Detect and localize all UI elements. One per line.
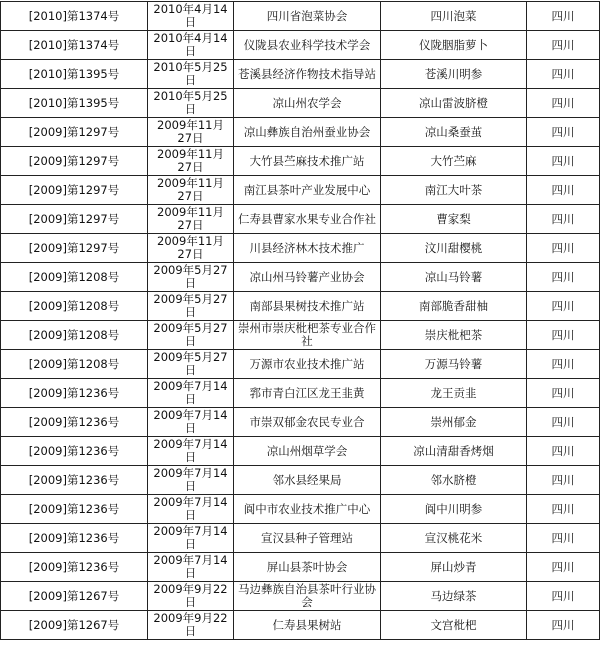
- applicant-org-cell: 凉山州农学会: [234, 89, 381, 118]
- announcement-number-cell: [2009]第1236号: [1, 553, 148, 582]
- applicant-org-cell: 马边彝族自治县茶叶行业协会: [234, 582, 381, 611]
- province-cell: 四川: [527, 205, 600, 234]
- registration-table: [0, 1, 600, 640]
- product-name-cell: 崇庆枇杷茶: [381, 321, 527, 350]
- province-cell: 四川: [527, 582, 600, 611]
- product-name-cell: 马边绿茶: [381, 582, 527, 611]
- applicant-org-cell: 南江县茶叶产业发展中心: [234, 176, 381, 205]
- date-cell: 2009年7月14日: [148, 495, 234, 524]
- date-cell: 2009年11月27日: [148, 176, 234, 205]
- announcement-number-cell: [2010]第1374号: [1, 31, 148, 60]
- announcement-number-cell: [2009]第1208号: [1, 263, 148, 292]
- product-name-cell: 万源马铃薯: [381, 350, 527, 379]
- applicant-org-cell: 屏山县茶叶协会: [234, 553, 381, 582]
- table-row: [1, 2, 600, 31]
- table-row: [1, 31, 600, 60]
- announcement-number-cell: [2009]第1267号: [1, 611, 148, 640]
- date-cell: 2009年7月14日: [148, 553, 234, 582]
- province-cell: 四川: [527, 176, 600, 205]
- announcement-number-cell: [2009]第1208号: [1, 350, 148, 379]
- product-name-cell: 宣汉桃花米: [381, 524, 527, 553]
- table-row: [1, 437, 600, 466]
- date-cell: 2009年11月27日: [148, 147, 234, 176]
- table-body: [1, 2, 600, 640]
- announcement-number-cell: [2010]第1374号: [1, 2, 148, 31]
- applicant-org-cell: 仪陇县农业科学技术学会: [234, 31, 381, 60]
- table-row: [1, 582, 600, 611]
- applicant-org-cell: 万源市农业技术推广站: [234, 350, 381, 379]
- province-cell: 四川: [527, 466, 600, 495]
- applicant-org-cell: 仁寿县果树站: [234, 611, 381, 640]
- product-name-cell: 凉山马铃薯: [381, 263, 527, 292]
- province-cell: 四川: [527, 60, 600, 89]
- applicant-org-cell: 四川省泡菜协会: [234, 2, 381, 31]
- table-row: [1, 524, 600, 553]
- date-cell: 2009年7月14日: [148, 466, 234, 495]
- date-cell: 2009年5月27日: [148, 321, 234, 350]
- applicant-org-cell: 邻水县经果局: [234, 466, 381, 495]
- table-row: [1, 263, 600, 292]
- table-row: [1, 176, 600, 205]
- table-row: [1, 408, 600, 437]
- product-name-cell: 阆中川明参: [381, 495, 527, 524]
- province-cell: 四川: [527, 147, 600, 176]
- province-cell: 四川: [527, 234, 600, 263]
- date-cell: 2009年5月27日: [148, 350, 234, 379]
- applicant-org-cell: 南部县果树技术推广站: [234, 292, 381, 321]
- date-cell: 2009年5月27日: [148, 292, 234, 321]
- table-row: [1, 553, 600, 582]
- product-name-cell: 凉山雷波脐橙: [381, 89, 527, 118]
- announcement-number-cell: [2009]第1208号: [1, 292, 148, 321]
- announcement-number-cell: [2009]第1267号: [1, 582, 148, 611]
- table-row: [1, 466, 600, 495]
- table-row: [1, 350, 600, 379]
- date-cell: 2010年4月14日: [148, 2, 234, 31]
- province-cell: 四川: [527, 408, 600, 437]
- applicant-org-cell: 崇州市崇庆枇杷茶专业合作社: [234, 321, 381, 350]
- province-cell: 四川: [527, 292, 600, 321]
- product-name-cell: 崇州郁金: [381, 408, 527, 437]
- applicant-org-cell: 宣汉县种子管理站: [234, 524, 381, 553]
- province-cell: 四川: [527, 524, 600, 553]
- date-cell: 2009年5月27日: [148, 263, 234, 292]
- date-cell: 2009年9月22日: [148, 611, 234, 640]
- product-name-cell: 仪陇胭脂萝卜: [381, 31, 527, 60]
- applicant-org-cell: 苍溪县经济作物技术指导站: [234, 60, 381, 89]
- announcement-number-cell: [2009]第1297号: [1, 147, 148, 176]
- province-cell: 四川: [527, 379, 600, 408]
- table-row: [1, 89, 600, 118]
- date-cell: 2009年11月27日: [148, 205, 234, 234]
- date-cell: 2009年7月14日: [148, 408, 234, 437]
- date-cell: 2010年5月25日: [148, 89, 234, 118]
- product-name-cell: 屏山炒青: [381, 553, 527, 582]
- product-name-cell: 大竹苎麻: [381, 147, 527, 176]
- province-cell: 四川: [527, 350, 600, 379]
- province-cell: 四川: [527, 2, 600, 31]
- announcement-number-cell: [2009]第1297号: [1, 234, 148, 263]
- date-cell: 2009年7月14日: [148, 524, 234, 553]
- applicant-org-cell: 市崇双郁金农民专业合: [234, 408, 381, 437]
- date-cell: 2009年11月27日: [148, 118, 234, 147]
- announcement-number-cell: [2009]第1297号: [1, 205, 148, 234]
- announcement-number-cell: [2009]第1236号: [1, 379, 148, 408]
- product-name-cell: 龙王贡韭: [381, 379, 527, 408]
- applicant-org-cell: 川县经济林木技术推广: [234, 234, 381, 263]
- province-cell: 四川: [527, 495, 600, 524]
- province-cell: 四川: [527, 611, 600, 640]
- announcement-number-cell: [2009]第1236号: [1, 437, 148, 466]
- product-name-cell: 凉山清甜香烤烟: [381, 437, 527, 466]
- table-row: [1, 379, 600, 408]
- applicant-org-cell: 阆中市农业技术推广中心: [234, 495, 381, 524]
- table-row: [1, 611, 600, 640]
- product-name-cell: 南部脆香甜柚: [381, 292, 527, 321]
- table-row: [1, 147, 600, 176]
- applicant-org-cell: 大竹县苎麻技术推广站: [234, 147, 381, 176]
- product-name-cell: 凉山桑蚕茧: [381, 118, 527, 147]
- province-cell: 四川: [527, 263, 600, 292]
- applicant-org-cell: 凉山州马铃薯产业协会: [234, 263, 381, 292]
- product-name-cell: 邻水脐橙: [381, 466, 527, 495]
- province-cell: 四川: [527, 321, 600, 350]
- province-cell: 四川: [527, 118, 600, 147]
- announcement-number-cell: [2009]第1297号: [1, 118, 148, 147]
- table-row: [1, 321, 600, 350]
- announcement-number-cell: [2010]第1395号: [1, 89, 148, 118]
- date-cell: 2009年7月14日: [148, 379, 234, 408]
- date-cell: 2009年9月22日: [148, 582, 234, 611]
- province-cell: 四川: [527, 31, 600, 60]
- announcement-number-cell: [2009]第1236号: [1, 408, 148, 437]
- announcement-number-cell: [2009]第1236号: [1, 466, 148, 495]
- product-name-cell: 文宫枇杷: [381, 611, 527, 640]
- announcement-number-cell: [2009]第1236号: [1, 524, 148, 553]
- product-name-cell: 汶川甜樱桃: [381, 234, 527, 263]
- applicant-org-cell: 凉山彝族自治州蚕业协会: [234, 118, 381, 147]
- date-cell: 2010年4月14日: [148, 31, 234, 60]
- table-row: [1, 205, 600, 234]
- province-cell: 四川: [527, 437, 600, 466]
- province-cell: 四川: [527, 89, 600, 118]
- applicant-org-cell: 仁寿县曹家水果专业合作社: [234, 205, 381, 234]
- table-row: [1, 118, 600, 147]
- province-cell: 四川: [527, 553, 600, 582]
- table-row: [1, 60, 600, 89]
- announcement-number-cell: [2009]第1236号: [1, 495, 148, 524]
- product-name-cell: 苍溪川明参: [381, 60, 527, 89]
- applicant-org-cell: 郛市青白江区龙王韭黄: [234, 379, 381, 408]
- table-row: [1, 495, 600, 524]
- announcement-number-cell: [2010]第1395号: [1, 60, 148, 89]
- announcement-number-cell: [2009]第1208号: [1, 321, 148, 350]
- date-cell: 2010年5月25日: [148, 60, 234, 89]
- product-name-cell: 曹家梨: [381, 205, 527, 234]
- announcement-number-cell: [2009]第1297号: [1, 176, 148, 205]
- date-cell: 2009年7月14日: [148, 437, 234, 466]
- table-row: [1, 292, 600, 321]
- applicant-org-cell: 凉山州烟草学会: [234, 437, 381, 466]
- product-name-cell: 四川泡菜: [381, 2, 527, 31]
- date-cell: 2009年11月27日: [148, 234, 234, 263]
- product-name-cell: 南江大叶茶: [381, 176, 527, 205]
- table-row: [1, 234, 600, 263]
